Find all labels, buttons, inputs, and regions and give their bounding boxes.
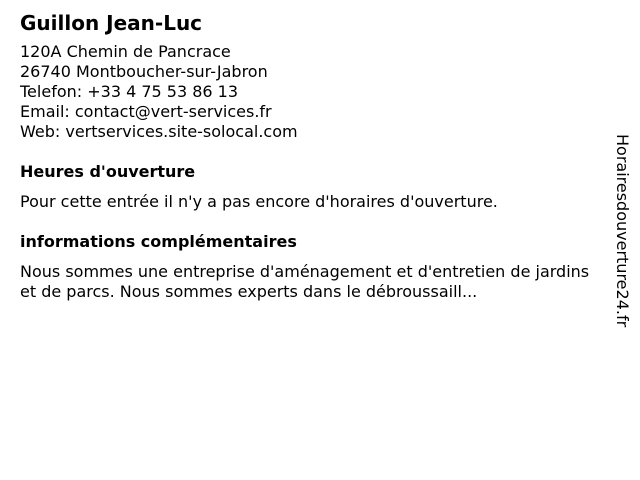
hours-text: Pour cette entrée il n'y a pas encore d'horaires d'ouverture. <box>20 192 498 211</box>
business-name: Guillon Jean-Luc <box>20 11 203 35</box>
info-heading: informations complémentaires <box>20 232 297 251</box>
site-watermark-label: Horairesdouverture24.fr <box>613 134 632 328</box>
address-city: 26740 Montboucher-sur-Jabron <box>20 62 268 81</box>
web-line: Web: vertservices.site-solocal.com <box>20 122 298 141</box>
hours-heading: Heures d'ouverture <box>20 162 196 181</box>
address-street: 120A Chemin de Pancrace <box>20 42 231 61</box>
phone-line: Telefon: +33 4 75 53 86 13 <box>20 82 239 101</box>
info-text: Nous sommes une entreprise d'aménagement et d'entretien de jardins et de parcs. Nous sommes experts dans le débroussaill... <box>20 262 590 301</box>
email-line: Email: contact@vert-services.fr <box>20 102 272 121</box>
business-card <box>20 10 590 302</box>
